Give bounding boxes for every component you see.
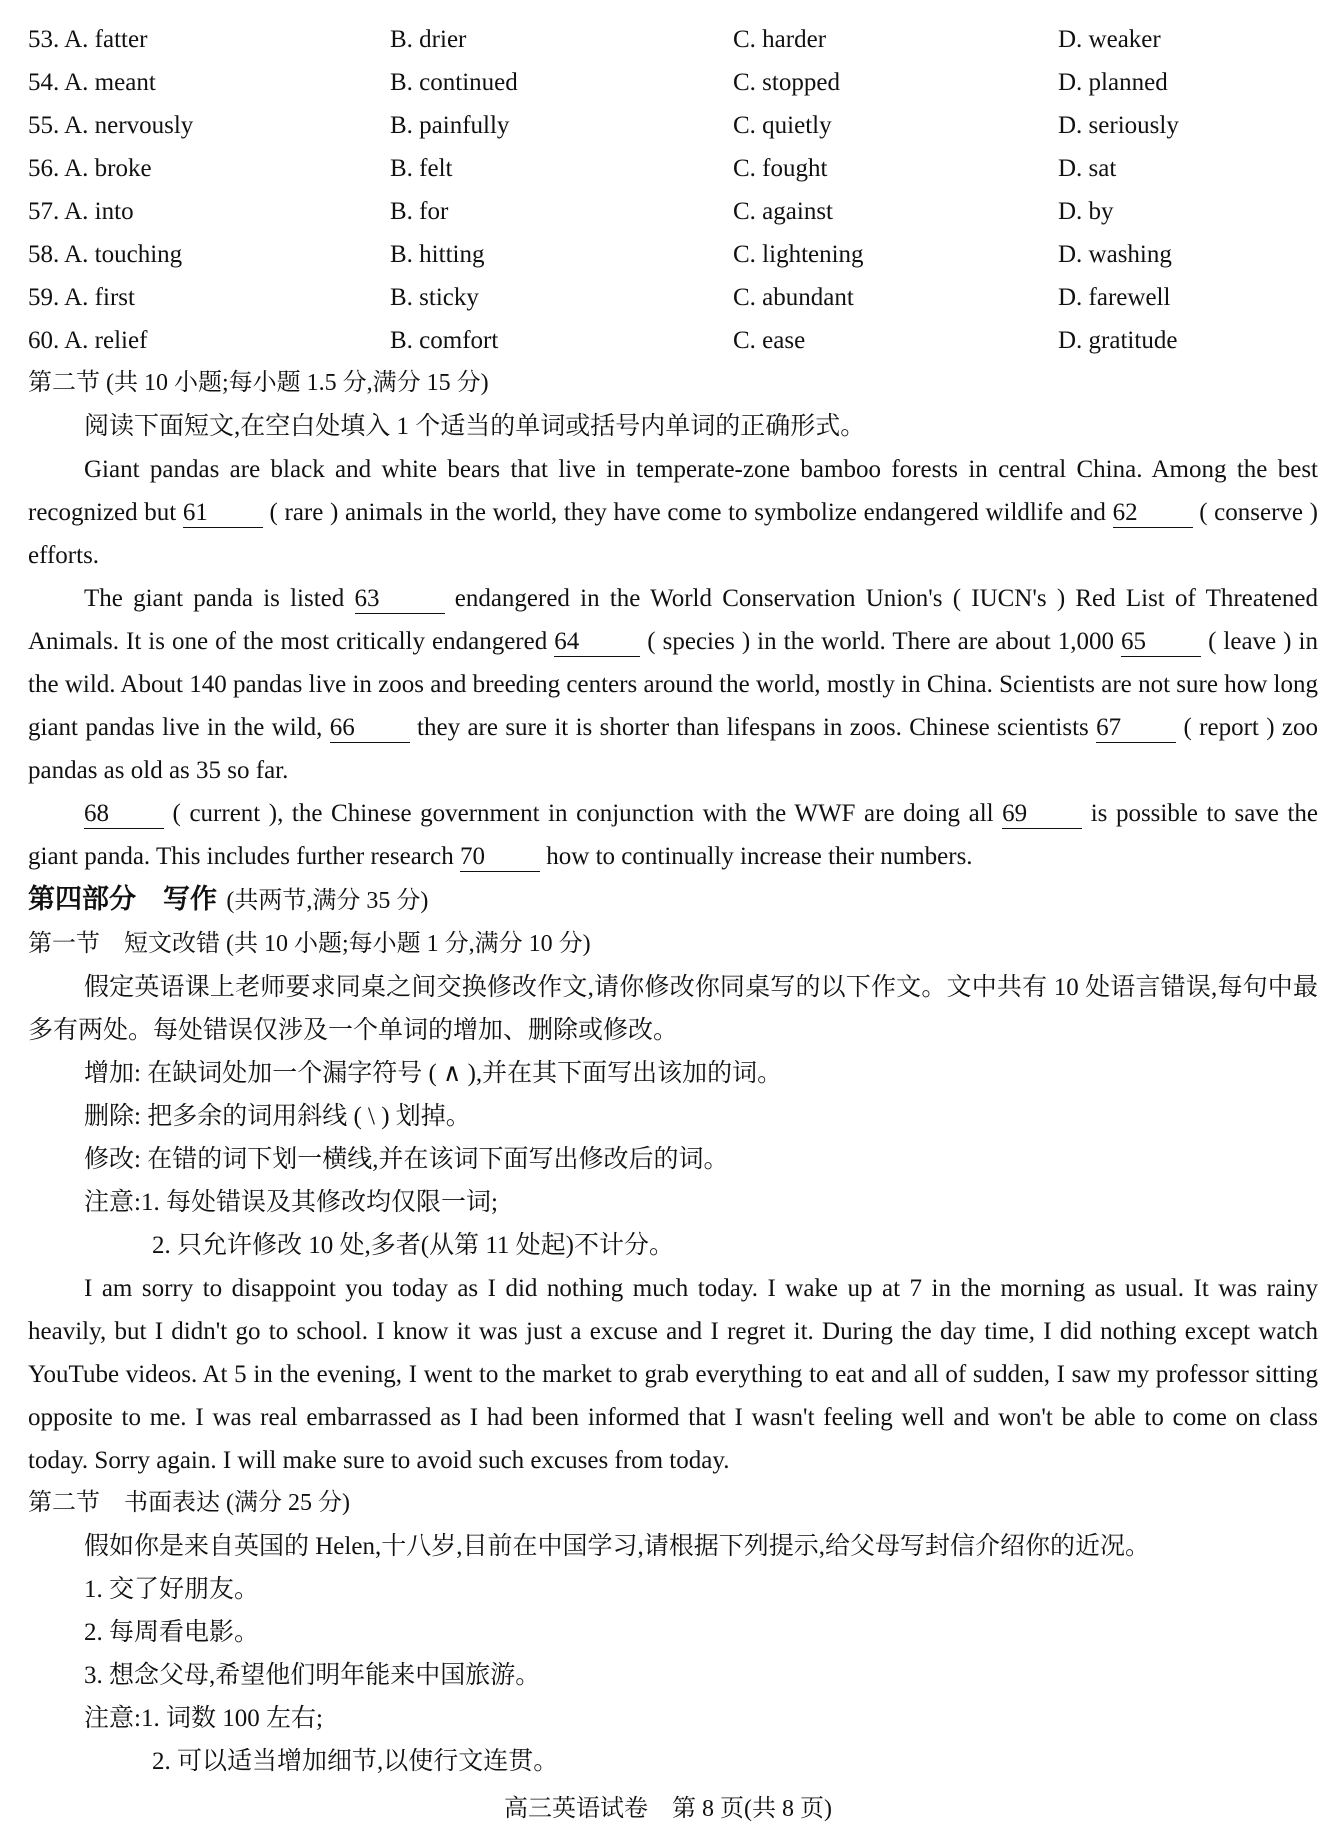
part-4-title: 第四部分 写作: [28, 884, 217, 915]
option-b: B. hitting: [390, 241, 485, 268]
passage-paragraph-1: [28, 448, 1318, 577]
option-a: 56. A. broke: [28, 155, 152, 182]
part-4-section-1-heading: 第一节 短文改错 (共 10 小题;每小题 1 分,满分 10 分): [28, 931, 591, 957]
passage-text: how to continually increase their numbers.: [540, 843, 973, 870]
option-a: 53. A. fatter: [28, 26, 148, 53]
add-rule: 增加: 在缺词处加一个漏字符号 ( ∧ ),并在其下面写出该加的词。: [84, 1060, 783, 1087]
option-d: D. farewell: [1058, 284, 1171, 311]
note-1: 注意:1. 每处错误及其修改均仅限一词;: [84, 1189, 498, 1216]
option-row-54: [28, 61, 1318, 104]
option-a: 55. A. nervously: [28, 112, 194, 139]
option-d: D. washing: [1058, 241, 1172, 268]
option-d: D. gratitude: [1058, 327, 1178, 354]
option-row-58: [28, 233, 1318, 276]
main-content: [28, 362, 1318, 1783]
passage-text: The giant panda is listed: [84, 585, 355, 612]
option-c: C. against: [733, 198, 833, 225]
page-footer: 高三英语试卷 第 8 页(共 8 页): [504, 1796, 832, 1822]
passage-paragraph-2: [28, 577, 1318, 792]
option-b: B. felt: [390, 155, 453, 182]
note-2: 2. 只允许修改 10 处,多者(从第 11 处起)不计分。: [152, 1232, 674, 1259]
answer-options: [28, 18, 1318, 362]
passage-text: they are sure it is shorter than lifespans in zoos. Chinese scientists: [409, 714, 1097, 741]
option-d: D. sat: [1058, 155, 1117, 182]
blank-66: 66: [330, 714, 410, 743]
blank-63: 63: [355, 585, 445, 614]
option-b: B. sticky: [390, 284, 479, 311]
blank-68: 68: [84, 800, 164, 829]
blank-65: 65: [1121, 628, 1201, 657]
option-c: C. ease: [733, 327, 806, 354]
blank-69: 69: [1002, 800, 1082, 829]
option-d: D. seriously: [1058, 112, 1179, 139]
passage-text: ( leave ) in the wild. About 140 pandas live in zoos and breeding centers around the world, mostly in China. Scientists are not sure how long giant pandas live in the wild,: [28, 628, 1318, 741]
part-4-heading: [28, 878, 1318, 923]
option-c: C. quietly: [733, 112, 832, 139]
option-c: C. fought: [733, 155, 828, 182]
option-d: D. by: [1058, 198, 1114, 225]
option-b: B. continued: [390, 69, 518, 96]
option-row-57: [28, 190, 1318, 233]
part-4-subtitle: (共两节,满分 35 分): [226, 888, 429, 914]
option-c: C. harder: [733, 26, 827, 53]
option-a: 58. A. touching: [28, 241, 183, 268]
delete-rule: 删除: 把多余的词用斜线 ( \ ) 划掉。: [84, 1103, 471, 1130]
passage-paragraph-3: [28, 792, 1318, 878]
error-correction-instruction: 假定英语课上老师要求同桌之间交换修改作文,请你修改你同桌写的以下作文。文中共有 10 处语言错误,每句中最多有两处。每处错误仅涉及一个单词的增加、删除或修改。: [28, 974, 1318, 1044]
blank-64: 64: [554, 628, 640, 657]
writing-point-1: 1. 交了好朋友。: [84, 1576, 260, 1603]
section-2-heading: 第二节 (共 10 小题;每小题 1.5 分,满分 15 分): [28, 370, 489, 396]
passage-text: ( conserve ) efforts.: [28, 499, 1318, 569]
option-a: 59. A. first: [28, 284, 135, 311]
writing-note-2: 2. 可以适当增加细节,以使行文连贯。: [152, 1748, 559, 1775]
option-a: 54. A. meant: [28, 69, 156, 96]
error-correction-essay: I am sorry to disappoint you today as I did nothing much today. I wake up at 7 in the morning as usual. It was rainy heavily, but I didn't go to school. I know it was just a excuse and I regret it. During the day time, I did nothing except watch YouTube videos. At 5 in the evening, I went to the market to grab everything to eat and all of sudden, I saw my professor sitting opposite to me. I was real embarrassed as I had been informed that I wasn't feeling well and won't be able to come on class today. Sorry again. I will make sure to avoid such excuses from today.: [28, 1275, 1318, 1474]
option-a: 60. A. relief: [28, 327, 148, 354]
passage-text: is possible to save the giant panda. This includes further research: [28, 800, 1318, 870]
option-c: C. stopped: [733, 69, 840, 96]
option-d: D. planned: [1058, 69, 1168, 96]
passage-text: Giant pandas are black and white bears that live in temperate-zone bamboo forests in central China. Among the best recognized but: [28, 456, 1318, 526]
passage-text: endangered in the World Conservation Union's ( IUCN's ) Red List of Threatened Animals. It is one of the most critically endangered: [28, 585, 1318, 655]
option-a: 57. A. into: [28, 198, 134, 225]
option-d: D. weaker: [1058, 26, 1161, 53]
blank-61: 61: [183, 499, 263, 528]
part-4-section-2-heading: 第二节 书面表达 (满分 25 分): [28, 1490, 350, 1516]
writing-point-2: 2. 每周看电影。: [84, 1619, 260, 1646]
modify-rule: 修改: 在错的词下划一横线,并在该词下面写出修改后的词。: [84, 1146, 729, 1173]
section-2-instruction: 阅读下面短文,在空白处填入 1 个适当的单词或括号内单词的正确形式。: [84, 413, 866, 440]
writing-point-3: 3. 想念父母,希望他们明年能来中国旅游。: [84, 1662, 541, 1689]
option-c: C. abundant: [733, 284, 854, 311]
passage-text: ( current ), the Chinese government in conjunction with the WWF are doing all: [164, 800, 1003, 827]
writing-note-1: 注意:1. 词数 100 左右;: [84, 1705, 323, 1732]
option-row-60: [28, 319, 1318, 362]
option-b: B. drier: [390, 26, 467, 53]
option-b: B. comfort: [390, 327, 499, 354]
passage-text: ( rare ) animals in the world, they have come to symbolize endangered wildlife and: [262, 499, 1113, 526]
passage-text: ( report ) zoo pandas as old as 35 so far.: [28, 714, 1318, 784]
passage-text: ( species ) in the world. There are about 1,000: [640, 628, 1122, 655]
option-b: B. painfully: [390, 112, 510, 139]
blank-62: 62: [1113, 499, 1193, 528]
option-row-56: [28, 147, 1318, 190]
writing-instruction: 假如你是来自英国的 Helen,十八岁,目前在中国学习,请根据下列提示,给父母写封信介绍你的近况。: [84, 1533, 1150, 1560]
blank-70: 70: [460, 843, 540, 872]
option-row-53: [28, 18, 1318, 61]
option-row-59: [28, 276, 1318, 319]
option-c: C. lightening: [733, 241, 864, 268]
option-b: B. for: [390, 198, 449, 225]
blank-67: 67: [1096, 714, 1176, 743]
option-row-55: [28, 104, 1318, 147]
